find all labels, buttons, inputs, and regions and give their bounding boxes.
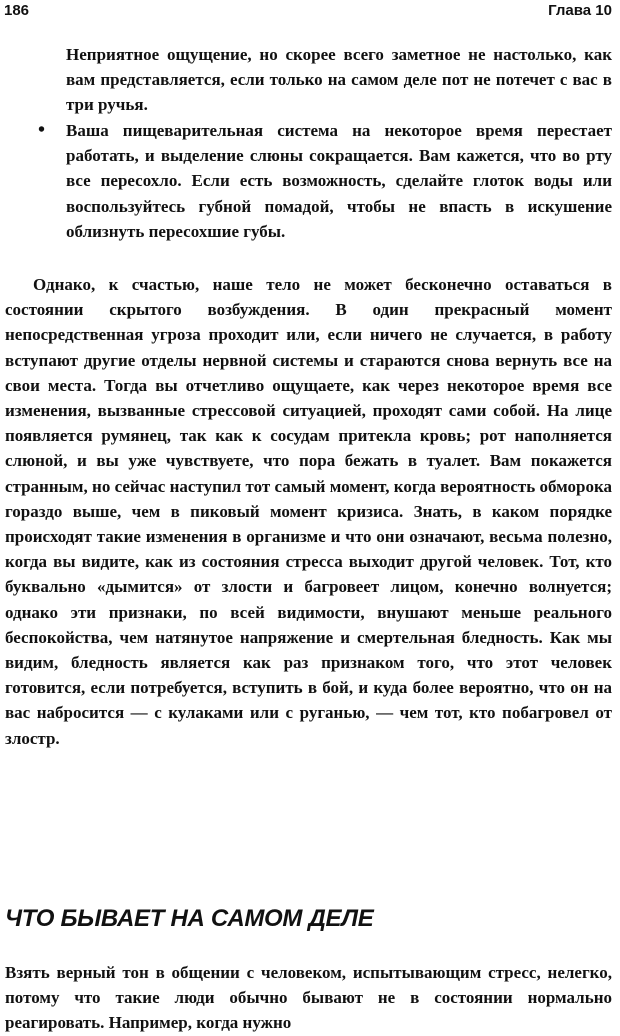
continued-list-item-text: Неприятное ощущение, но скорее всего заметное не настолько, как вам представляется, если только на самом деле пот не потечет с вас в три ручья.: [66, 45, 612, 115]
list-item-digestion: Ваша пищеварительная система на некоторое время перестает работать, и выделение слюны сокращается. Вам кажется, что во рту все пересохло. Если есть возможность, сделайте глоток воды или воспользуйтесь губной помадой, чтобы не впасть в искушение облизнуть пересохшие губы.: [66, 121, 612, 241]
body-paragraph: Однако, к счастью, наше тело не может бесконечно оставаться в состоянии скрытого возбуждения. В один прекрасный момент непосредственная угроза проходит или, если ничего не случается, в работу вступают другие отделы нервной системы и стараются снова вернуть все на свои места. Тогда вы отчетливо ощущаете, как через некоторое время все изменения, вызванные стрессовой ситуацией, проходят сами собой. На лице появляется румянец, так как к сосудам притекла кровь; рот наполняется слюной, и вы уже чувствуете, что пора бежать в туалет. Вам покажется странным, но сейчас наступил тот самый момент, когда вероятность обморока гораздо выше, чем в пиковый момент кризиса. Знать, в каком порядке происходят такие изменения в организме и что они означают, весьма полезно, когда вы видите, как из состояния стресса выходит другой человек. Тот, кто буквально «дымится» от злости и багровеет лицом, конечно волнуется; однако эти признаки, по всей видимости, внушают меньше реального беспокойства, чем натянутое напряжение и смертельная бледность. Как мы видим, бледность является как раз признаком того, что этот человек готовится, если потребуется, вступить в бой, и куда более вероятно, что он на вас набросится — с кулаками или с руганью, — чем тот, кто побагровел от злостр.: [5, 275, 612, 748]
bullet-marker: •: [38, 119, 46, 141]
section-intro-paragraph: Взять верный тон в общении с человеком, испытывающим стресс, нелегко, потому что такие люди обычно бывают не в состоянии нормально реагировать. Например, когда нужно: [5, 963, 612, 1033]
page-number: 186: [4, 2, 30, 19]
section-heading: ЧТО БЫВАЕТ НА САМОМ ДЕЛЕ: [5, 905, 374, 932]
running-header: [4, 0, 612, 24]
chapter-label: Глава 10: [548, 2, 612, 19]
